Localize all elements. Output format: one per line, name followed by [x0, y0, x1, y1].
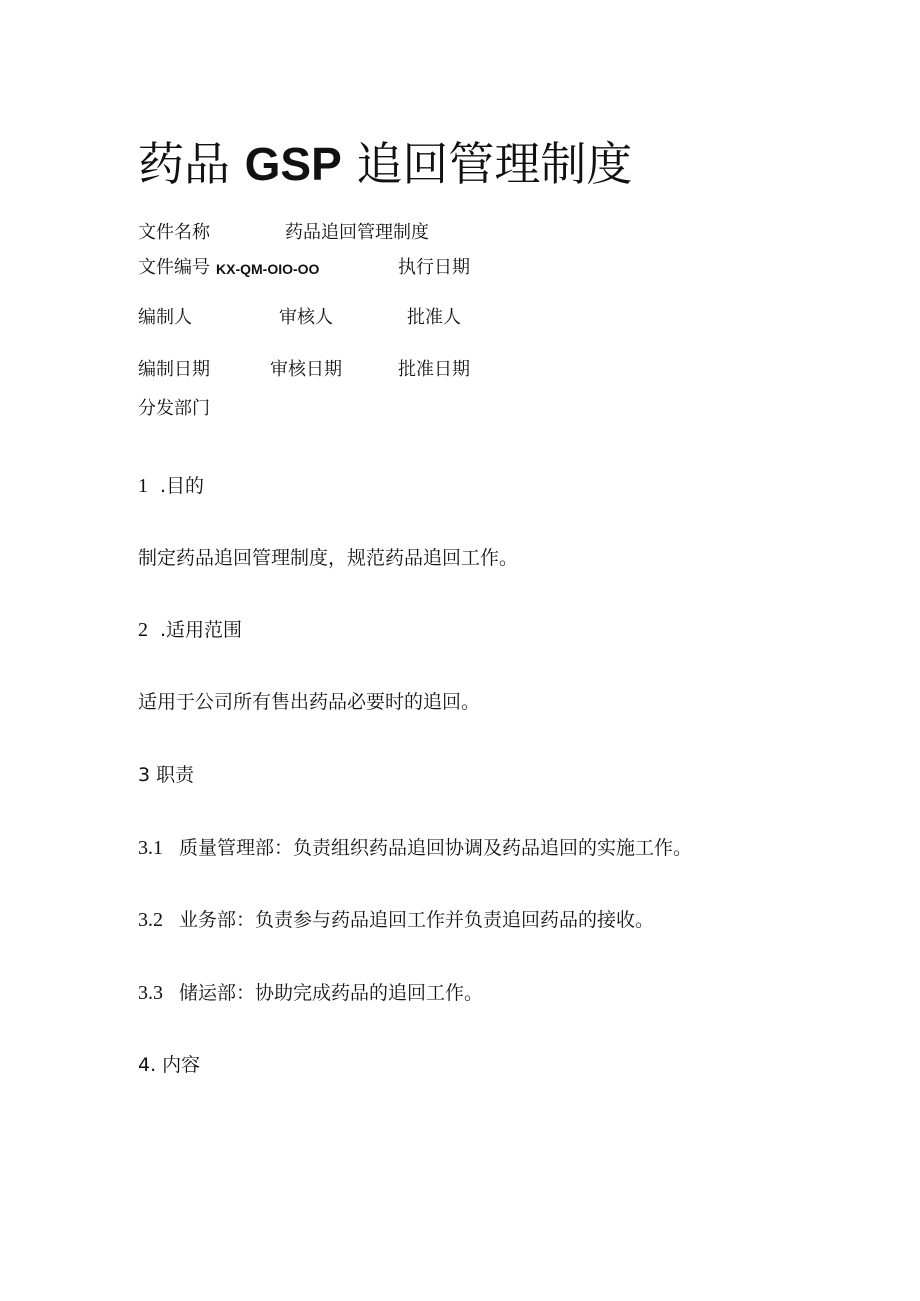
section-3-1 — [138, 835, 692, 861]
section-2-text: 适用于公司所有售出药品必要时的追回。 — [138, 691, 481, 713]
review-date-label: 审核日期 — [270, 359, 342, 380]
exec-date-label: 执行日期 — [398, 257, 470, 278]
section-3-2-number: 3.2 — [138, 909, 163, 931]
section-1-title: .目的 — [160, 475, 205, 497]
section-1-heading — [138, 473, 204, 499]
file-no-value: KX-QM-OIO-OO — [216, 261, 320, 277]
author-date-label: 编制日期 — [138, 359, 210, 380]
section-3-3 — [138, 980, 483, 1006]
approve-date-label: 批准日期 — [398, 359, 470, 380]
section-4-heading: 4. 内容 — [138, 1054, 201, 1076]
title-suffix: 追回管理制度 — [341, 137, 633, 191]
section-2-heading — [138, 617, 242, 643]
section-2-title: .适用范围 — [160, 619, 243, 641]
document-title — [138, 137, 632, 191]
approver-label: 批准人 — [407, 307, 461, 328]
title-latin: GSP — [244, 138, 342, 190]
file-name-label: 文件名称 — [138, 222, 210, 243]
file-name-value: 药品追回管理制度 — [285, 222, 429, 243]
section-1-text: 制定药品追回管理制度，规范药品追回工作。 — [138, 547, 519, 569]
section-2-number: 2 — [138, 619, 148, 641]
author-label: 编制人 — [138, 307, 192, 328]
section-3-2 — [138, 907, 654, 933]
section-3-3-text: 储运部：协助完成药品的追回工作。 — [179, 982, 484, 1004]
section-3-1-text: 质量管理部：负责组织药品追回协调及药品追回的实施工作。 — [179, 837, 693, 859]
section-3-heading: 3 职责 — [138, 764, 195, 786]
section-3-3-number: 3.3 — [138, 982, 163, 1004]
dept-label: 分发部门 — [138, 398, 210, 419]
section-3-2-text: 业务部：负责参与药品追回工作并负责追回药品的接收。 — [179, 909, 655, 931]
title-prefix: 药品 — [138, 137, 245, 191]
reviewer-label: 审核人 — [279, 307, 333, 328]
section-1-number: 1 — [138, 475, 148, 497]
file-no-label: 文件编号 — [138, 257, 210, 278]
section-3-1-number: 3.1 — [138, 837, 163, 859]
